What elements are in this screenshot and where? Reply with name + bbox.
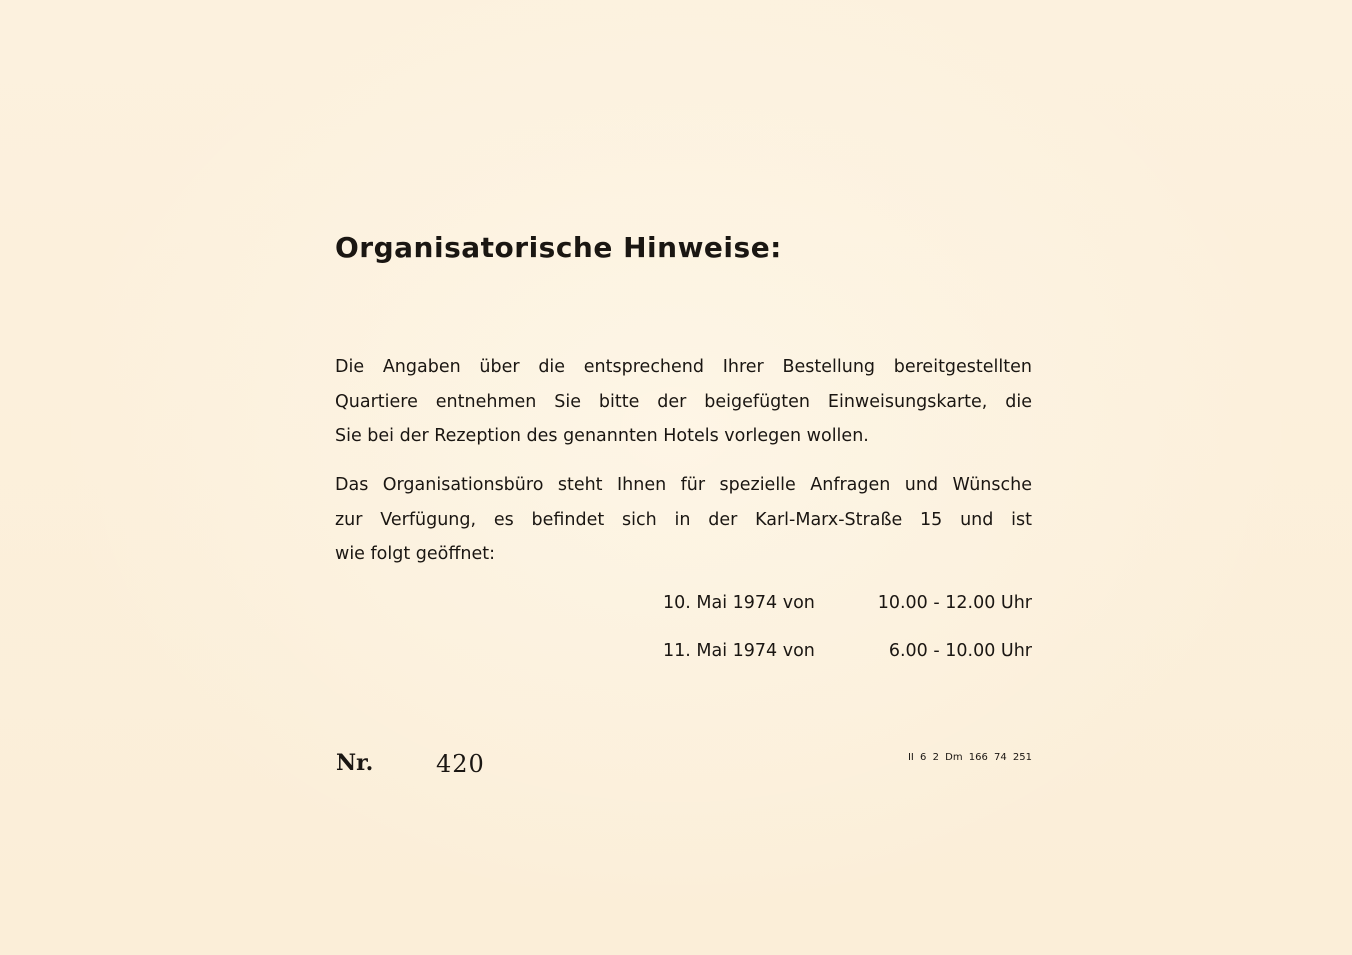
paragraph-line: Die Angaben über die entsprechend Ihrer Bestellung bereitgestellten — [335, 357, 1032, 377]
paragraph-line: Sie bei der Rezeption des genannten Hotels vorlegen wollen. — [335, 426, 869, 446]
paragraph-line: Quartiere entnehmen Sie bitte der beigefügten Einweisungskarte, die — [335, 391, 1032, 412]
opening-hours-date: 10. Mai 1974 von — [663, 593, 815, 613]
number-label: Nr. — [336, 750, 374, 776]
opening-hours-time: 6.00 - 10.00 Uhr — [888, 641, 1032, 661]
opening-hours-row — [663, 591, 1032, 615]
opening-hours-row — [663, 639, 1032, 663]
paragraph-organisation-office — [335, 468, 1032, 572]
opening-hours-time: 10.00 - 12.00 Uhr — [877, 593, 1032, 613]
number-value: 420 — [436, 750, 485, 778]
paragraph-line: Das Organisationsbüro steht Ihnen für spezielle Anfragen und Wünsche — [335, 475, 1032, 495]
opening-hours-date: 11. Mai 1974 von — [663, 641, 815, 661]
paragraph-line: zur Verfügung, es befindet sich in der Karl-Marx-Straße 15 und ist — [335, 509, 1032, 530]
page-title: Organisatorische Hinweise: — [335, 231, 782, 264]
paragraph-accommodation — [335, 350, 1032, 454]
print-code: II 6 2 Dm 166 74 251 — [907, 752, 1032, 763]
paragraph-line: wie folgt geöffnet: — [335, 544, 496, 564]
